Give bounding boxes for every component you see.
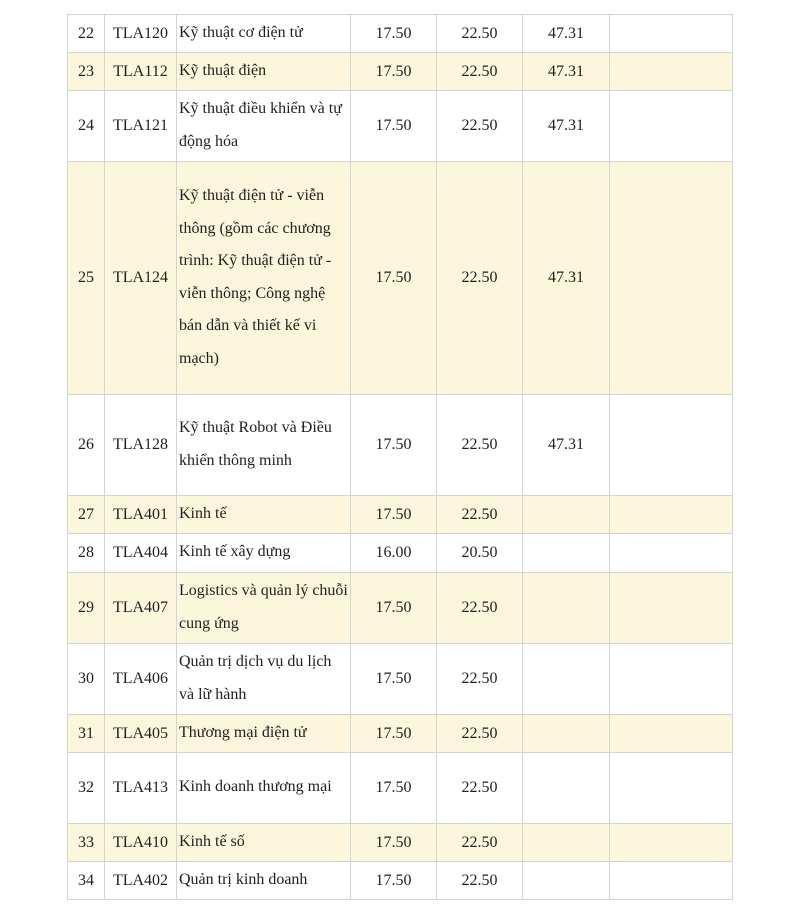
program-code: TLA404 — [105, 534, 177, 573]
program-code: TLA121 — [105, 91, 177, 162]
score-column-2: 22.50 — [437, 644, 523, 715]
score-column-1: 17.50 — [351, 162, 437, 395]
row-number: 27 — [68, 496, 105, 534]
table-row — [68, 91, 733, 162]
score-column-1: 16.00 — [351, 534, 437, 573]
score-column-4 — [610, 824, 733, 862]
program-name: Kỹ thuật Robot và Điều khiển thông minh — [177, 395, 351, 496]
table-row — [68, 395, 733, 496]
program-code: TLA128 — [105, 395, 177, 496]
score-column-1: 17.50 — [351, 753, 437, 824]
score-column-1: 17.50 — [351, 644, 437, 715]
row-number: 34 — [68, 862, 105, 900]
score-column-4 — [610, 91, 733, 162]
program-name: Logistics và quản lý chuỗi cung ứng — [177, 573, 351, 644]
row-number: 30 — [68, 644, 105, 715]
table-row — [68, 824, 733, 862]
score-column-4 — [610, 862, 733, 900]
row-number: 32 — [68, 753, 105, 824]
program-code: TLA124 — [105, 162, 177, 395]
program-name: Kỹ thuật điều khiển và tự động hóa — [177, 91, 351, 162]
program-code: TLA405 — [105, 715, 177, 753]
program-name: Kinh tế số — [177, 824, 351, 862]
program-name: Quản trị kinh doanh — [177, 862, 351, 900]
score-column-2: 22.50 — [437, 862, 523, 900]
score-column-1: 17.50 — [351, 395, 437, 496]
score-column-4 — [610, 53, 733, 91]
admission-score-table-container — [67, 14, 733, 900]
program-name: Quản trị dịch vụ du lịch và lữ hành — [177, 644, 351, 715]
score-column-3 — [523, 496, 610, 534]
row-number: 22 — [68, 15, 105, 53]
score-column-2: 22.50 — [437, 395, 523, 496]
score-column-3: 47.31 — [523, 53, 610, 91]
score-column-2: 22.50 — [437, 91, 523, 162]
score-column-2: 22.50 — [437, 715, 523, 753]
table-row — [68, 53, 733, 91]
score-column-2: 22.50 — [437, 162, 523, 395]
score-column-1: 17.50 — [351, 53, 437, 91]
table-row — [68, 715, 733, 753]
score-column-3 — [523, 644, 610, 715]
program-code: TLA112 — [105, 53, 177, 91]
table-row — [68, 753, 733, 824]
score-column-1: 17.50 — [351, 496, 437, 534]
program-code: TLA401 — [105, 496, 177, 534]
score-column-3 — [523, 715, 610, 753]
program-code: TLA120 — [105, 15, 177, 53]
program-name: Kinh tế xây dựng — [177, 534, 351, 573]
row-number: 33 — [68, 824, 105, 862]
program-name: Kỹ thuật điện — [177, 53, 351, 91]
admission-score-table — [67, 14, 733, 900]
program-name: Kinh tế — [177, 496, 351, 534]
row-number: 28 — [68, 534, 105, 573]
score-column-1: 17.50 — [351, 573, 437, 644]
program-name: Kinh doanh thương mại — [177, 753, 351, 824]
row-number: 29 — [68, 573, 105, 644]
row-number: 31 — [68, 715, 105, 753]
row-number: 25 — [68, 162, 105, 395]
score-column-3: 47.31 — [523, 15, 610, 53]
table-row — [68, 573, 733, 644]
score-column-3: 47.31 — [523, 162, 610, 395]
score-column-4 — [610, 496, 733, 534]
score-column-3 — [523, 753, 610, 824]
score-column-4 — [610, 15, 733, 53]
program-code: TLA407 — [105, 573, 177, 644]
table-row — [68, 15, 733, 53]
score-column-2: 22.50 — [437, 496, 523, 534]
row-number: 24 — [68, 91, 105, 162]
score-column-2: 22.50 — [437, 824, 523, 862]
score-column-1: 17.50 — [351, 824, 437, 862]
program-name: Kỹ thuật điện tử - viễn thông (gồm các chương trình: Kỹ thuật điện tử - viễn thông; Công nghệ bán dẫn và thiết kế vi mạch) — [177, 162, 351, 395]
score-column-3: 47.31 — [523, 91, 610, 162]
table-row — [68, 644, 733, 715]
score-column-3 — [523, 862, 610, 900]
table-row — [68, 162, 733, 395]
score-column-4 — [610, 644, 733, 715]
score-column-4 — [610, 753, 733, 824]
program-name: Thương mại điện tử — [177, 715, 351, 753]
table-row — [68, 862, 733, 900]
table-row — [68, 496, 733, 534]
score-column-2: 22.50 — [437, 15, 523, 53]
score-column-3 — [523, 534, 610, 573]
score-column-3 — [523, 824, 610, 862]
score-column-4 — [610, 534, 733, 573]
program-code: TLA406 — [105, 644, 177, 715]
program-code: TLA410 — [105, 824, 177, 862]
score-column-2: 22.50 — [437, 573, 523, 644]
program-code: TLA402 — [105, 862, 177, 900]
program-code: TLA413 — [105, 753, 177, 824]
score-column-1: 17.50 — [351, 15, 437, 53]
score-column-3: 47.31 — [523, 395, 610, 496]
score-column-4 — [610, 715, 733, 753]
score-column-2: 20.50 — [437, 534, 523, 573]
score-column-1: 17.50 — [351, 715, 437, 753]
program-name: Kỹ thuật cơ điện tử — [177, 15, 351, 53]
score-column-2: 22.50 — [437, 53, 523, 91]
score-column-4 — [610, 395, 733, 496]
score-column-2: 22.50 — [437, 753, 523, 824]
table-row — [68, 534, 733, 573]
score-column-4 — [610, 162, 733, 395]
score-column-3 — [523, 573, 610, 644]
table-body — [68, 15, 733, 900]
score-column-4 — [610, 573, 733, 644]
score-column-1: 17.50 — [351, 862, 437, 900]
score-column-1: 17.50 — [351, 91, 437, 162]
row-number: 26 — [68, 395, 105, 496]
row-number: 23 — [68, 53, 105, 91]
